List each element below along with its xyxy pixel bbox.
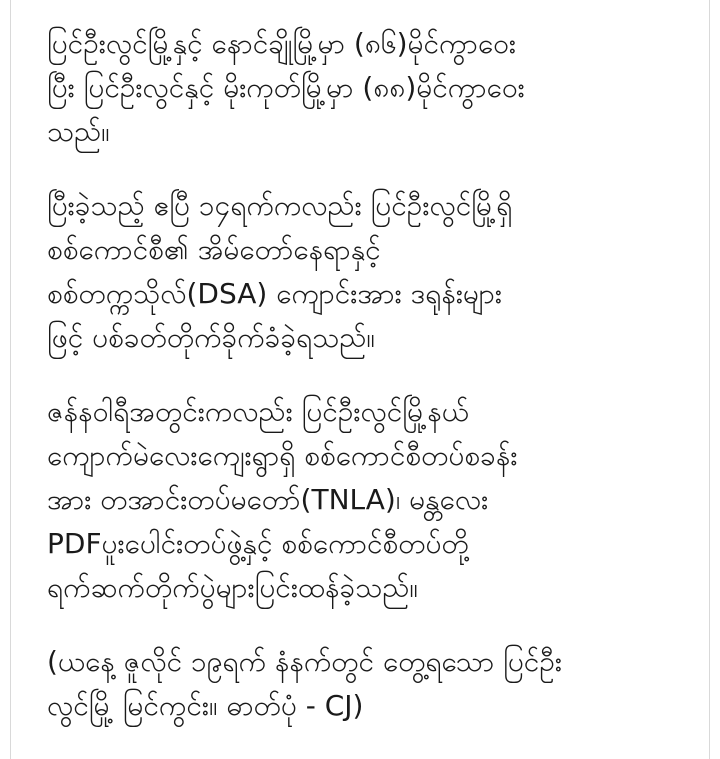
text-line: ဇန်နဝါရီအတွင်းကလည်း ပြင်ဦးလွင်မြို့နယ် — [47, 395, 469, 428]
text-line: ပြီး ပြင်ဦးလွင်နှင့် မိုးကုတ်မြို့မှာ (၈၈)မိုင်ကွာဝေး — [47, 71, 525, 104]
text-line: စစ်ကောင်စီ၏ အိမ်တော်နေရာနှင့် — [47, 233, 381, 266]
article-card — [10, 0, 710, 759]
text-line: အား တအာင်းတပ်မတော်(TNLA)၊ မန္တလေး — [47, 483, 489, 516]
article-body — [47, 22, 687, 758]
text-line: ကျောက်မဲလေးကျေးရွာရှိ စစ်ကောင်စီတပ်စခန်း — [47, 439, 518, 472]
text-line: (ယနေ့ ဇူလိုင် ၁၉ရက် နံနက်တွင် တွေ့ရသော ပြင်ဦး — [47, 645, 562, 678]
text-line: ရက်ဆက်တိုက်ပွဲများပြင်းထန်ခဲ့သည်။ — [47, 571, 418, 604]
text-line: သည်။ — [47, 115, 110, 148]
text-line: ပြီးခဲ့သည့် ဧပြီ ၁၄ရက်ကလည်း ပြင်ဦးလွင်မြို့ရှိ — [47, 189, 513, 222]
text-line: PDFပူးပေါင်းတပ်ဖွဲ့နှင့် စစ်ကောင်စီတပ်တို့ — [47, 527, 469, 560]
text-line: ဖြင့် ပစ်ခတ်တိုက်ခိုက်ခံခဲ့ရသည်။ — [47, 321, 375, 354]
text-line: ပြင်ဦးလွင်မြို့နှင့် နောင်ချိုမြို့မှာ (၈၆)မိုင်ကွာဝေး — [47, 27, 516, 60]
text-line: လွင်မြို့ မြင်ကွင်း။ ဓာတ်ပုံ - CJ) — [47, 689, 364, 722]
paragraph-april-attack — [47, 184, 687, 360]
paragraph-distances — [47, 22, 687, 154]
paragraph-photo-caption — [47, 640, 687, 728]
text-line: စစ်တက္ကသိုလ်(DSA) ကျောင်းအား ဒရုန်းများ — [47, 277, 502, 310]
paragraph-january-fighting — [47, 390, 687, 610]
